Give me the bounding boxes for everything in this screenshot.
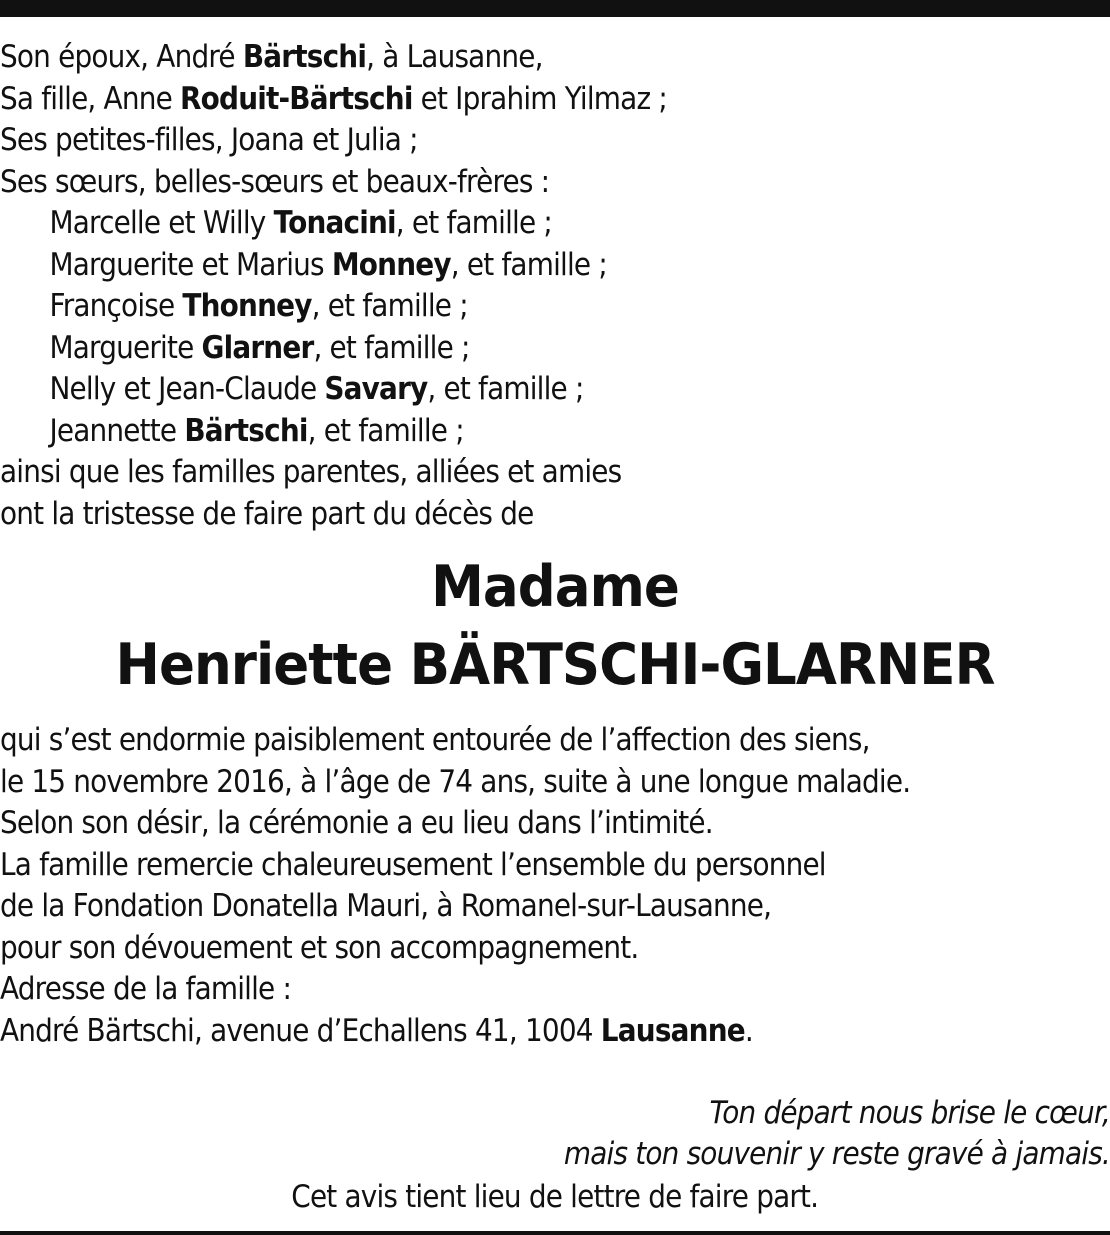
surname: Bärtschi <box>184 412 308 449</box>
surname: Roduit-Bärtschi <box>180 80 413 117</box>
body-line: Selon son désir, la cérémonie a eu lieu dans l’intimité. <box>0 805 713 841</box>
deceased-name: Henriette BÄRTSCHI-GLARNER <box>115 632 995 698</box>
surname: Bärtschi <box>242 39 367 75</box>
surname: Thonney <box>182 288 312 324</box>
closing-intro-line: ainsi que les familles parentes, alliées et amies <box>0 454 622 490</box>
sibling-line: Nelly et Jean-Claude Savary, et famille ; <box>49 371 584 407</box>
closing-intro-line: ont la tristesse de faire part du décès de <box>0 495 534 532</box>
family-line-granddaughters: Ses petites-filles, Joana et Julia ; <box>0 122 418 158</box>
surname: Savary <box>324 371 428 407</box>
family-list <box>0 37 1110 535</box>
body-line: de la Fondation Donatella Mauri, à Romanel-sur-Lausanne, <box>0 888 772 924</box>
deceased-title: Madame <box>431 554 679 620</box>
body-line: pour son dévouement et son accompagnement. <box>0 929 639 966</box>
sibling-line: Jeannette Bärtschi, et famille ; <box>49 412 464 449</box>
city: Lausanne <box>600 1012 745 1049</box>
body-line: le 15 novembre 2016, à l’âge de 74 ans, suite à une longue maladie. <box>0 763 911 800</box>
body-line: La famille remercie chaleureusement l’ensemble du personnel <box>0 846 826 883</box>
deceased-name-block <box>0 548 1110 704</box>
top-border-rule <box>0 0 1110 17</box>
sibling-line: Marguerite et Marius Monney, et famille ; <box>49 246 607 283</box>
memorial-quote <box>0 1093 1110 1175</box>
notice-footer <box>0 1177 1110 1218</box>
address-heading: Adresse de la famille : <box>0 971 292 1007</box>
family-address: André Bärtschi, avenue d’Echallens 41, 1004 Lausanne. <box>0 1012 753 1049</box>
announcement-body <box>0 720 1110 1052</box>
sibling-line: Françoise Thonney, et famille ; <box>49 288 468 324</box>
notice-text: Cet avis tient lieu de lettre de faire part. <box>291 1179 819 1215</box>
sibling-line: Marcelle et Willy Tonacini, et famille ; <box>49 205 552 241</box>
bottom-border-rule <box>0 1231 1110 1235</box>
family-line-spouse: Son époux, André Bärtschi, à Lausanne, <box>0 39 543 75</box>
family-line-daughter: Sa fille, Anne Roduit-Bärtschi et Iprahim Yilmaz ; <box>0 80 667 117</box>
surname: Monney <box>331 246 451 283</box>
family-line-siblings-heading: Ses sœurs, belles-sœurs et beaux-frères : <box>0 163 550 200</box>
body-line: qui s’est endormie paisiblement entourée de l’affection des siens, <box>0 722 870 758</box>
surname: Tonacini <box>273 205 396 241</box>
quote-line: Ton départ nous brise le cœur, <box>709 1095 1110 1131</box>
surname: Glarner <box>201 329 314 366</box>
quote-line: mais ton souvenir y reste gravé à jamais. <box>563 1136 1110 1172</box>
sibling-line: Marguerite Glarner, et famille ; <box>49 329 470 366</box>
